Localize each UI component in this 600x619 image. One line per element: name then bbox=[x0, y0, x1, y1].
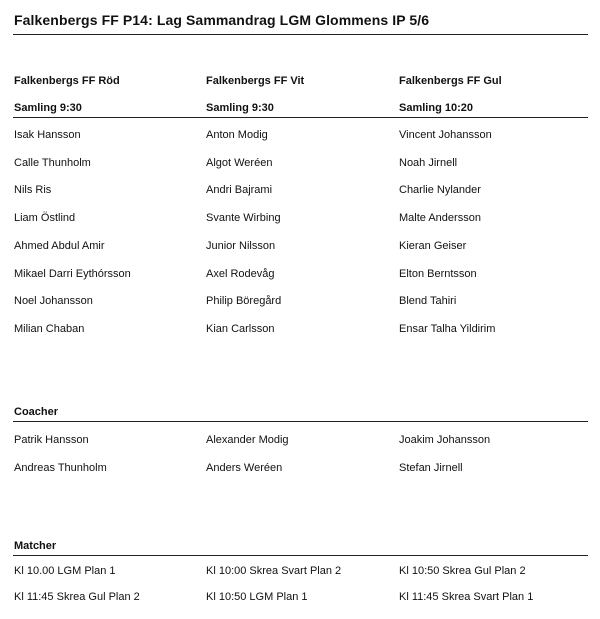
player-name: Noah Jirnell bbox=[399, 156, 458, 169]
match-entry: Kl 10:50 Skrea Gul Plan 2 bbox=[399, 565, 526, 577]
player-name: Kieran Geiser bbox=[399, 239, 467, 252]
coach-name: Joakim Johansson bbox=[399, 434, 491, 446]
player-name: Elton Berntsson bbox=[399, 267, 477, 280]
player-name: Liam Östlind bbox=[14, 212, 76, 225]
matcher-label: Matcher bbox=[14, 540, 57, 552]
match-entry: Kl 10.00 LGM Plan 1 bbox=[14, 565, 116, 577]
coacher-label: Coacher bbox=[14, 406, 59, 418]
player-name: Isak Hansson bbox=[14, 129, 81, 141]
team-name-rod: Falkenbergs FF Röd bbox=[14, 75, 120, 87]
matcher-divider bbox=[13, 555, 588, 556]
player-name: Nils Ris bbox=[14, 184, 52, 197]
player-name: Anton Modig bbox=[206, 129, 268, 141]
player-name: Axel Rodevåg bbox=[206, 267, 275, 280]
coach-name: Stefan Jirnell bbox=[399, 461, 463, 474]
player-name: Blend Tahiri bbox=[399, 295, 457, 308]
match-entry: Kl 11:45 Skrea Gul Plan 2 bbox=[14, 590, 140, 603]
player-name: Charlie Nylander bbox=[399, 184, 481, 197]
player-name: Milian Chaban bbox=[14, 322, 85, 335]
player-name: Kian Carlsson bbox=[206, 322, 275, 335]
samling-gul: Samling 10:20 bbox=[399, 102, 473, 114]
player-name: Vincent Johansson bbox=[399, 129, 492, 141]
player-name: Philip Böregård bbox=[206, 295, 282, 308]
teams-divider bbox=[13, 117, 588, 118]
samling-rod: Samling 9:30 bbox=[14, 102, 82, 114]
player-name: Noel Johansson bbox=[14, 295, 93, 308]
player-name: Malte Andersson bbox=[399, 212, 481, 225]
coach-name: Andreas Thunholm bbox=[14, 461, 107, 474]
page-title: Falkenbergs FF P14: Lag Sammandrag LGM Glommens IP 5/6 bbox=[14, 12, 430, 28]
coacher-divider bbox=[13, 421, 588, 422]
player-name: Ahmed Abdul Amir bbox=[14, 239, 105, 252]
player-name: Svante Wirbing bbox=[206, 212, 281, 225]
team-name-gul: Falkenbergs FF Gul bbox=[399, 75, 502, 87]
coach-name: Alexander Modig bbox=[206, 434, 289, 446]
match-entry: Kl 10:00 Skrea Svart Plan 2 bbox=[206, 565, 342, 577]
player-name: Mikael Darri Eythórsson bbox=[14, 267, 131, 280]
team-name-vit: Falkenbergs FF Vit bbox=[206, 75, 305, 87]
title-divider bbox=[13, 34, 588, 35]
player-name: Junior Nilsson bbox=[206, 239, 276, 252]
coach-name: Patrik Hansson bbox=[14, 434, 89, 446]
player-name: Andri Bajrami bbox=[206, 184, 273, 197]
match-entry: Kl 10:50 LGM Plan 1 bbox=[206, 590, 308, 603]
player-name: Algot Weréen bbox=[206, 156, 273, 169]
coach-name: Anders Weréen bbox=[206, 461, 283, 474]
match-entry: Kl 11:45 Skrea Svart Plan 1 bbox=[399, 590, 534, 603]
player-name: Calle Thunholm bbox=[14, 156, 91, 169]
player-name: Ensar Talha Yildirim bbox=[399, 322, 496, 335]
samling-vit: Samling 9:30 bbox=[206, 102, 274, 114]
